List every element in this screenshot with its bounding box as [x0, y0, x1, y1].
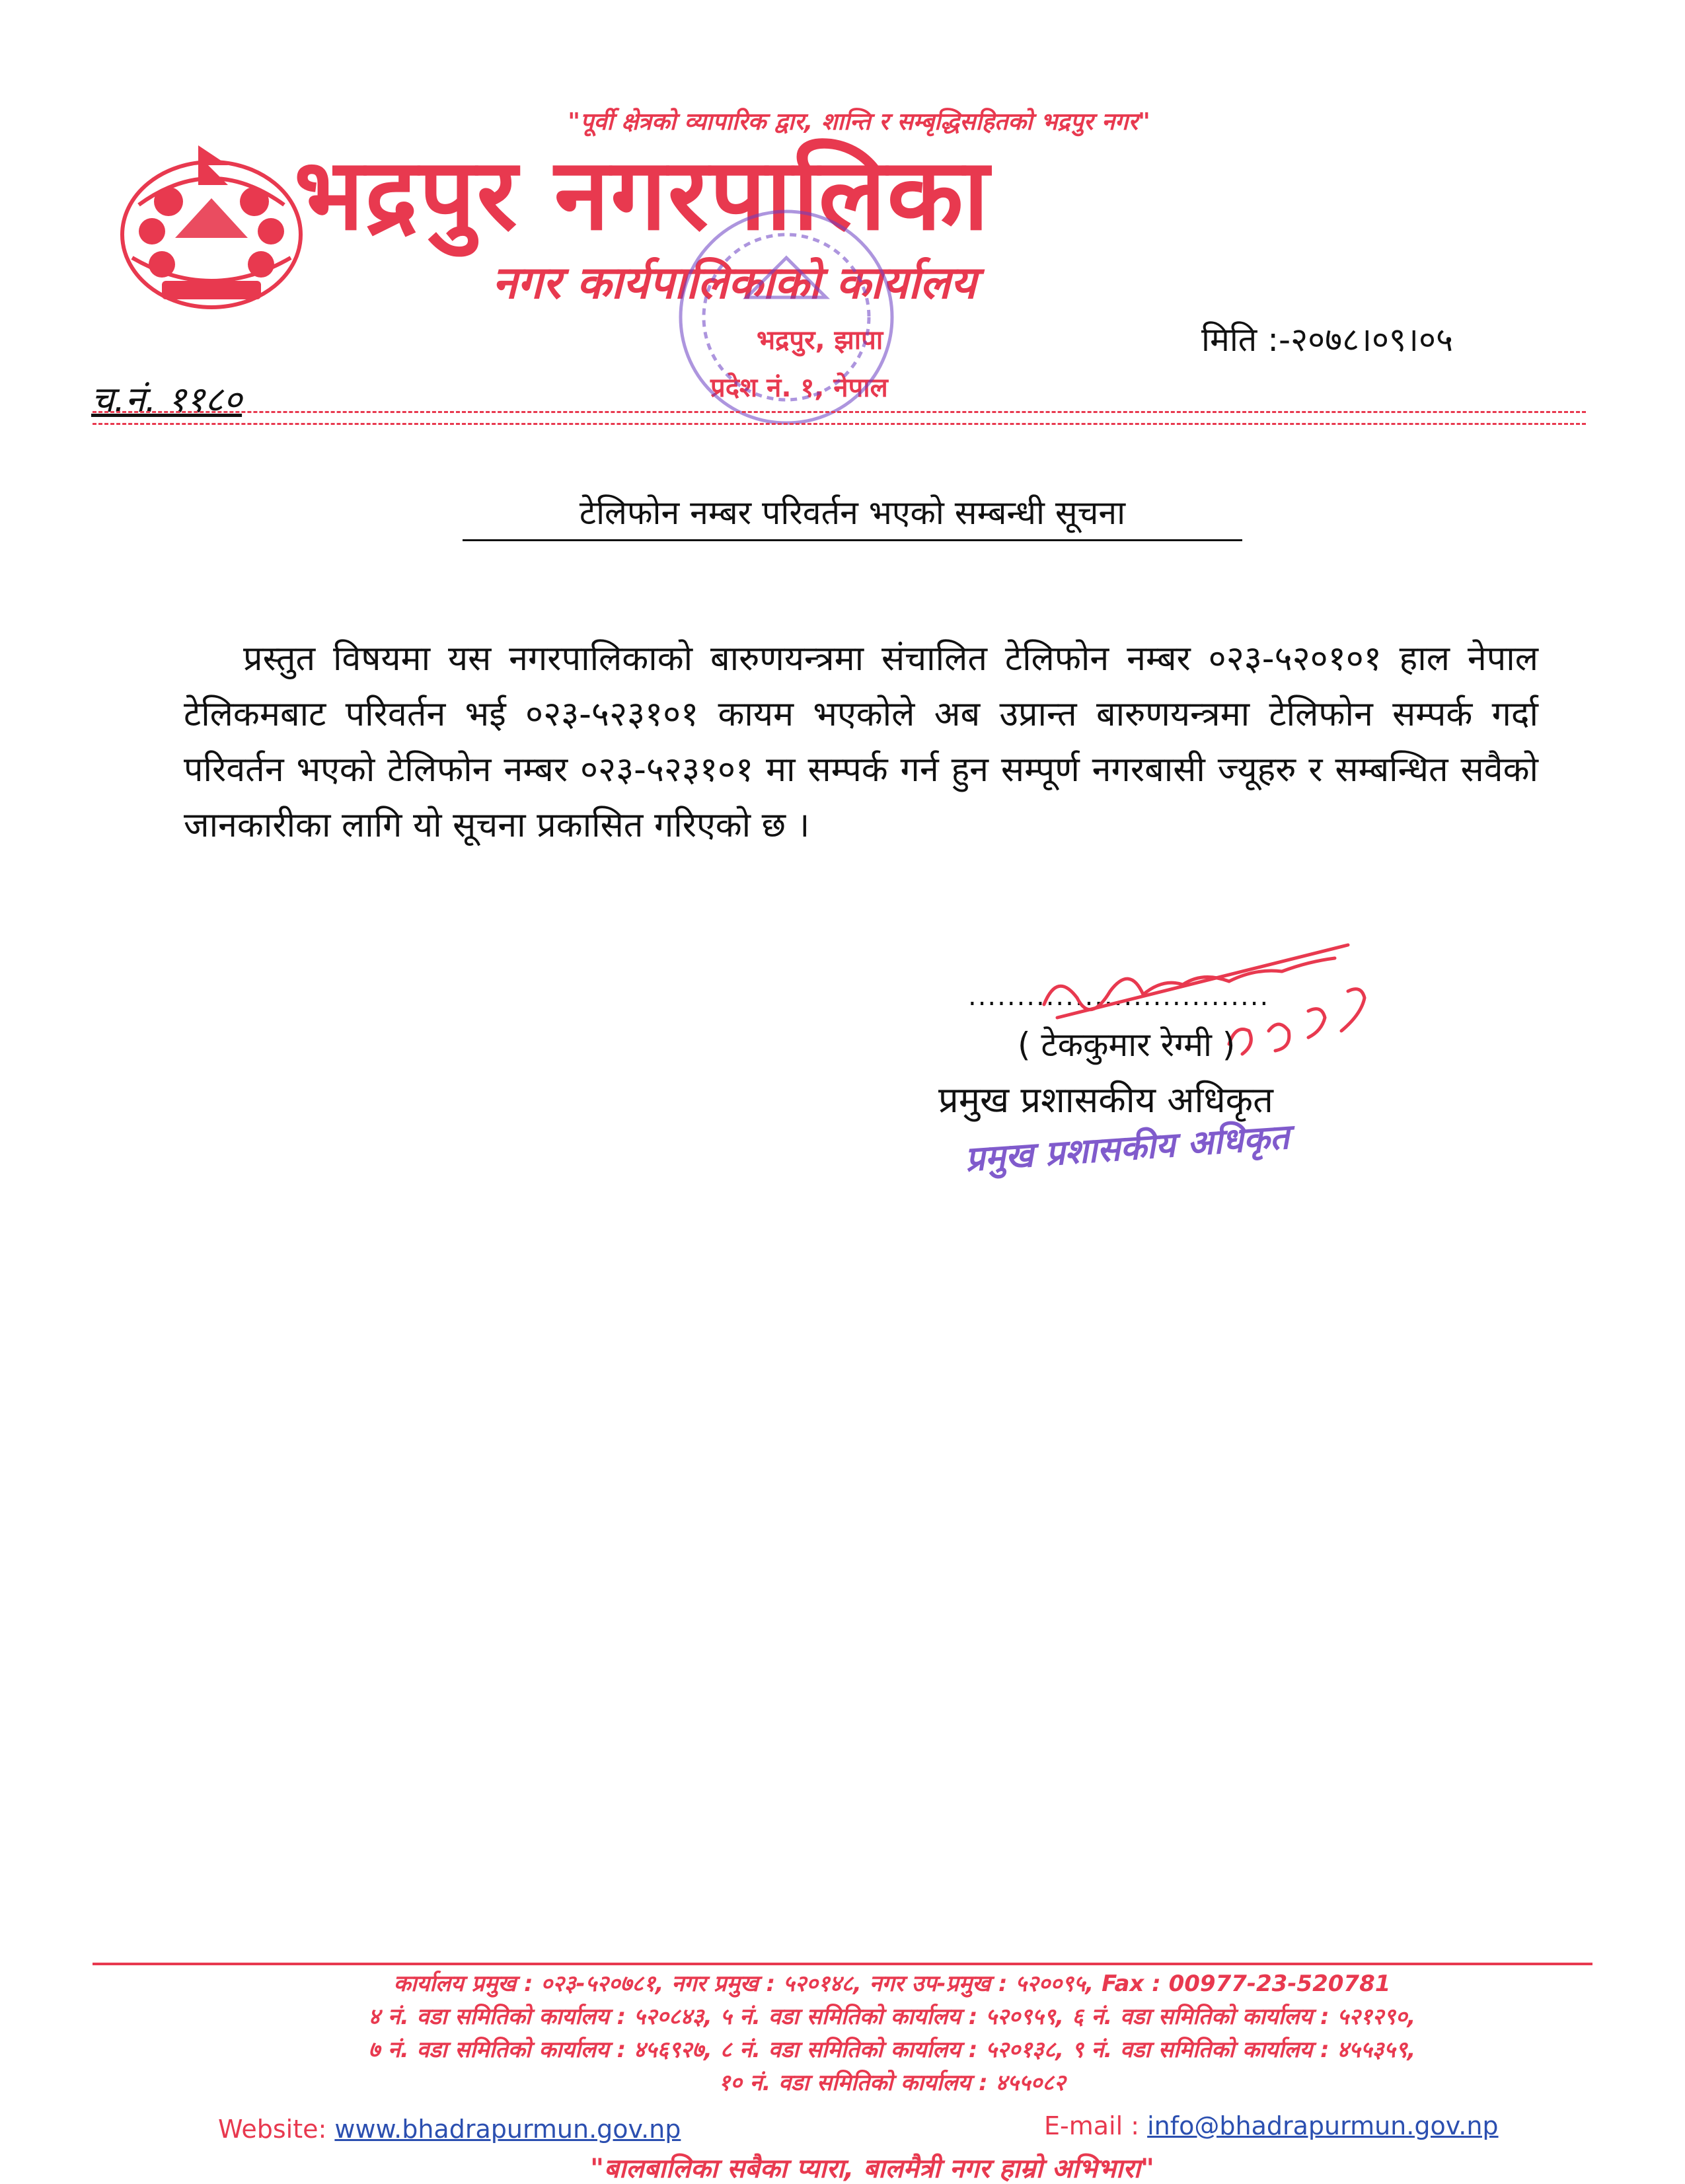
- website-label: Website:: [218, 2115, 327, 2144]
- header-divider-secondary: [93, 423, 1586, 425]
- footer-divider: [93, 1963, 1592, 1965]
- signatory-title-stamp: प्रमुख प्रशासकीय अधिकृत: [963, 1117, 1291, 1180]
- office-stamp-icon: [667, 198, 905, 436]
- notice-subject: टेलिफोन नम्बर परिवर्तन भएको सम्बन्धी सूचना: [463, 489, 1242, 541]
- footer-contact-line-4: १० नं. वडा समितिको कार्यालय : ४५५०८२: [718, 2070, 1066, 2096]
- footer-tagline: "बालबालिका सबैका प्यारा, बालमैत्री नगर हाम्रो अभिभारा": [590, 2154, 1154, 2184]
- address-line-1: भद्रपुर, झापा: [757, 325, 883, 356]
- signatory-title: प्रमुख प्रशासकीय अधिकृत: [938, 1079, 1273, 1121]
- handwritten-signature: [1031, 932, 1401, 1097]
- address-line-2: प्रदेश नं. १, नेपाल: [710, 373, 888, 403]
- signature-line: ...............................: [968, 981, 1270, 1012]
- signatory-name: ( टेककुमार रेग्मी ): [1018, 1026, 1236, 1064]
- letter-date: मिति :-२०७८।०९।०५: [1201, 320, 1453, 359]
- nepal-government-emblem-icon: [99, 126, 324, 324]
- email-link[interactable]: info@bhadrapurmun.gov.np: [1147, 2111, 1499, 2140]
- header-divider: [93, 411, 1586, 413]
- letterhead-motto: "पूर्वी क्षेत्रको व्यापारिक द्वार, शान्ति र सम्बृद्धिसहितको भद्रपुर नगर": [568, 108, 1150, 135]
- website-link[interactable]: www.bhadrapurmun.gov.np: [334, 2115, 681, 2144]
- email-label: E-mail :: [1044, 2111, 1140, 2140]
- notice-body: प्रस्तुत विषयमा यस नगरपालिकाको बारुणयन्त्रमा संचालित टेलिफोन नम्बर ०२३-५२०१०१ हाल नेपाल टेलिकमबाट परिवर्तन भई ०२३-५२३१०१ कायम भएकोले अब उप्रान्त बारुणयन्त्रमा टेलिफोन सम्पर्क गर्दा परिवर्तन भएको टेलिफोन नम्बर ०२३-५२३१०१ मा सम्पर्क गर्न हुन सम्पूर्ण नगरबासी ज्यूहरु र सम्बन्धित सवैको जानकारीका लागि यो सूचना प्रकासित गरिएको छ ।: [184, 639, 1538, 845]
- footer-email: [1044, 2111, 1499, 2140]
- footer-contact-line-3: ७ नं. वडा समितिको कार्यालय : ४५६९२७, ८ नं. वडा समितिको कार्यालय : ५२०१३८, ९ नं. वडा समितिको कार्यालय : ४५५३५९,: [368, 2037, 1416, 2063]
- footer-website: [218, 2115, 681, 2144]
- reference-number: च.नं. ११८०: [91, 379, 243, 420]
- office-name: नगर कार्यपालिकाको कार्यालय: [492, 257, 977, 309]
- organization-name: भद्रपुर नगरपालिका: [294, 137, 991, 252]
- footer-contact-line-1: कार्यालय प्रमुख : ०२३-५२०७८१, नगर प्रमुख : ५२०१४८, नगर उप-प्रमुख : ५२००९५, Fax : 00977-23-520781: [393, 1971, 1391, 1997]
- footer-contact-line-2: ४ नं. वडा समितिको कार्यालय : ५२०८४३, ५ नं. वडा समितिको कार्यालय : ५२०९५९, ६ नं. वडा समितिको कार्यालय : ५२१२९०,: [368, 2004, 1416, 2030]
